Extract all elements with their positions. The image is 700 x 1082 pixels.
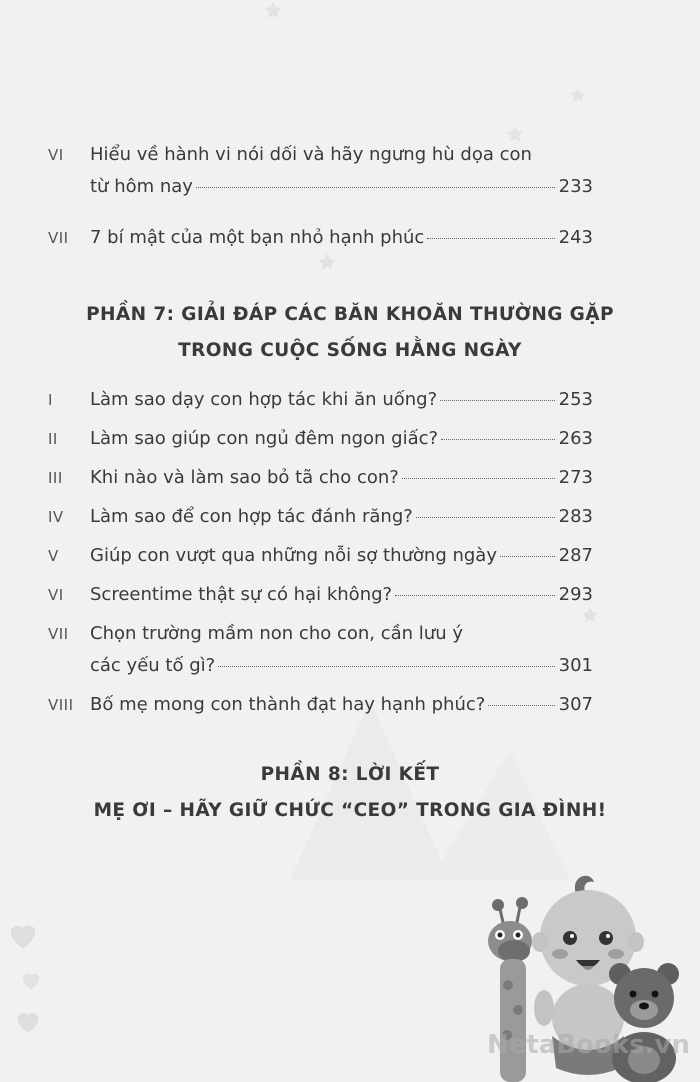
toc-entry-title: Chọn trường mầm non cho con, cần lưu ý [90,623,463,644]
toc-entry-number: VII [48,229,69,247]
toc-entry[interactable] [48,223,593,253]
dot-leader [440,400,555,401]
toc-entry-title: Làm sao để con hợp tác đánh răng? [90,506,413,527]
teddy-bear-illustration [606,958,686,1082]
part-heading: PHẦN 8: LỜI KẾT [260,764,440,785]
toc-page-number: 253 [558,389,593,410]
heart-icon [20,970,42,990]
dot-leader [416,517,555,518]
dot-leader [196,187,555,188]
toc-page-number: 243 [558,227,593,248]
toc-entry[interactable] [48,385,593,415]
toc-entry-number: VI [48,146,64,164]
toc-entry-number: VI [48,586,64,604]
heart-icon [14,1008,42,1034]
part-heading: TRONG CUỘC SỐNG HẰNG NGÀY [178,340,522,361]
toc-entry-number: II [48,430,58,448]
toc-entry-title: Screentime thật sự có hại không? [90,584,393,605]
toc-entry[interactable] [48,690,593,720]
toc-page-number: 287 [558,545,593,566]
toc-entry[interactable] [48,502,593,532]
dot-leader [500,556,555,557]
toc-entry[interactable] [48,463,593,493]
toc-entry-title: 7 bí mật của một bạn nhỏ hạnh phúc [90,227,425,248]
toc-entry-number: VIII [48,696,74,714]
toc-page-number: 283 [558,506,593,527]
toc-page-number: 233 [558,176,593,197]
toc-entry-title: từ hôm nay [90,176,193,197]
toc-entry-continued[interactable] [48,172,593,202]
part-heading: PHẦN 7: GIẢI ĐÁP CÁC BĂN KHOĂN THƯỜNG GẶP [86,304,614,325]
dot-leader [441,439,555,440]
star-icon [568,86,588,104]
toc-entry-continued[interactable] [48,651,593,681]
dot-leader [402,478,555,479]
toc-page-number: 307 [558,694,593,715]
toc-page-number: 263 [558,428,593,449]
toc-entry-title: Làm sao dạy con hợp tác khi ăn uống? [90,389,438,410]
toc-entry-title: Bố mẹ mong con thành đạt hay hạnh phúc? [90,694,486,715]
toc-page-number: 273 [558,467,593,488]
toc-page-number: 293 [558,584,593,605]
toc-entry-title: Hiểu về hành vi nói dối và hãy ngưng hù dọa con [90,144,532,165]
toc-entry-title: Làm sao giúp con ngủ đêm ngon giấc? [90,428,439,449]
toc-entry[interactable] [48,580,593,610]
toc-entry[interactable] [48,424,593,454]
dot-leader [427,238,555,239]
dot-leader [395,595,555,596]
toc-entry-title: Giúp con vượt qua những nỗi sợ thường ngày [90,545,497,566]
toc-entry[interactable] [48,619,593,649]
heart-icon [6,920,40,950]
toc-entry-number: IV [48,508,64,526]
star-icon [262,0,284,20]
toc-entry-number: III [48,469,63,487]
watermark: NetaBooks.vn [486,1030,690,1060]
part-heading: MẸ ƠI – HÃY GIỮ CHỨC “CEO” TRONG GIA ĐÌNH! [93,800,607,821]
toc-entry-number: I [48,391,53,409]
toc-entry-number: VII [48,625,69,643]
star-icon [316,252,338,272]
toc-entry-title: các yếu tố gì? [90,655,216,676]
toc-entry[interactable] [48,541,593,571]
toc-entry[interactable] [48,140,593,170]
dot-leader [218,666,555,667]
toc-entry-number: V [48,547,59,565]
toc-page-number: 301 [558,655,593,676]
dot-leader [488,705,555,706]
toc-entry-title: Khi nào và làm sao bỏ tã cho con? [90,467,399,488]
